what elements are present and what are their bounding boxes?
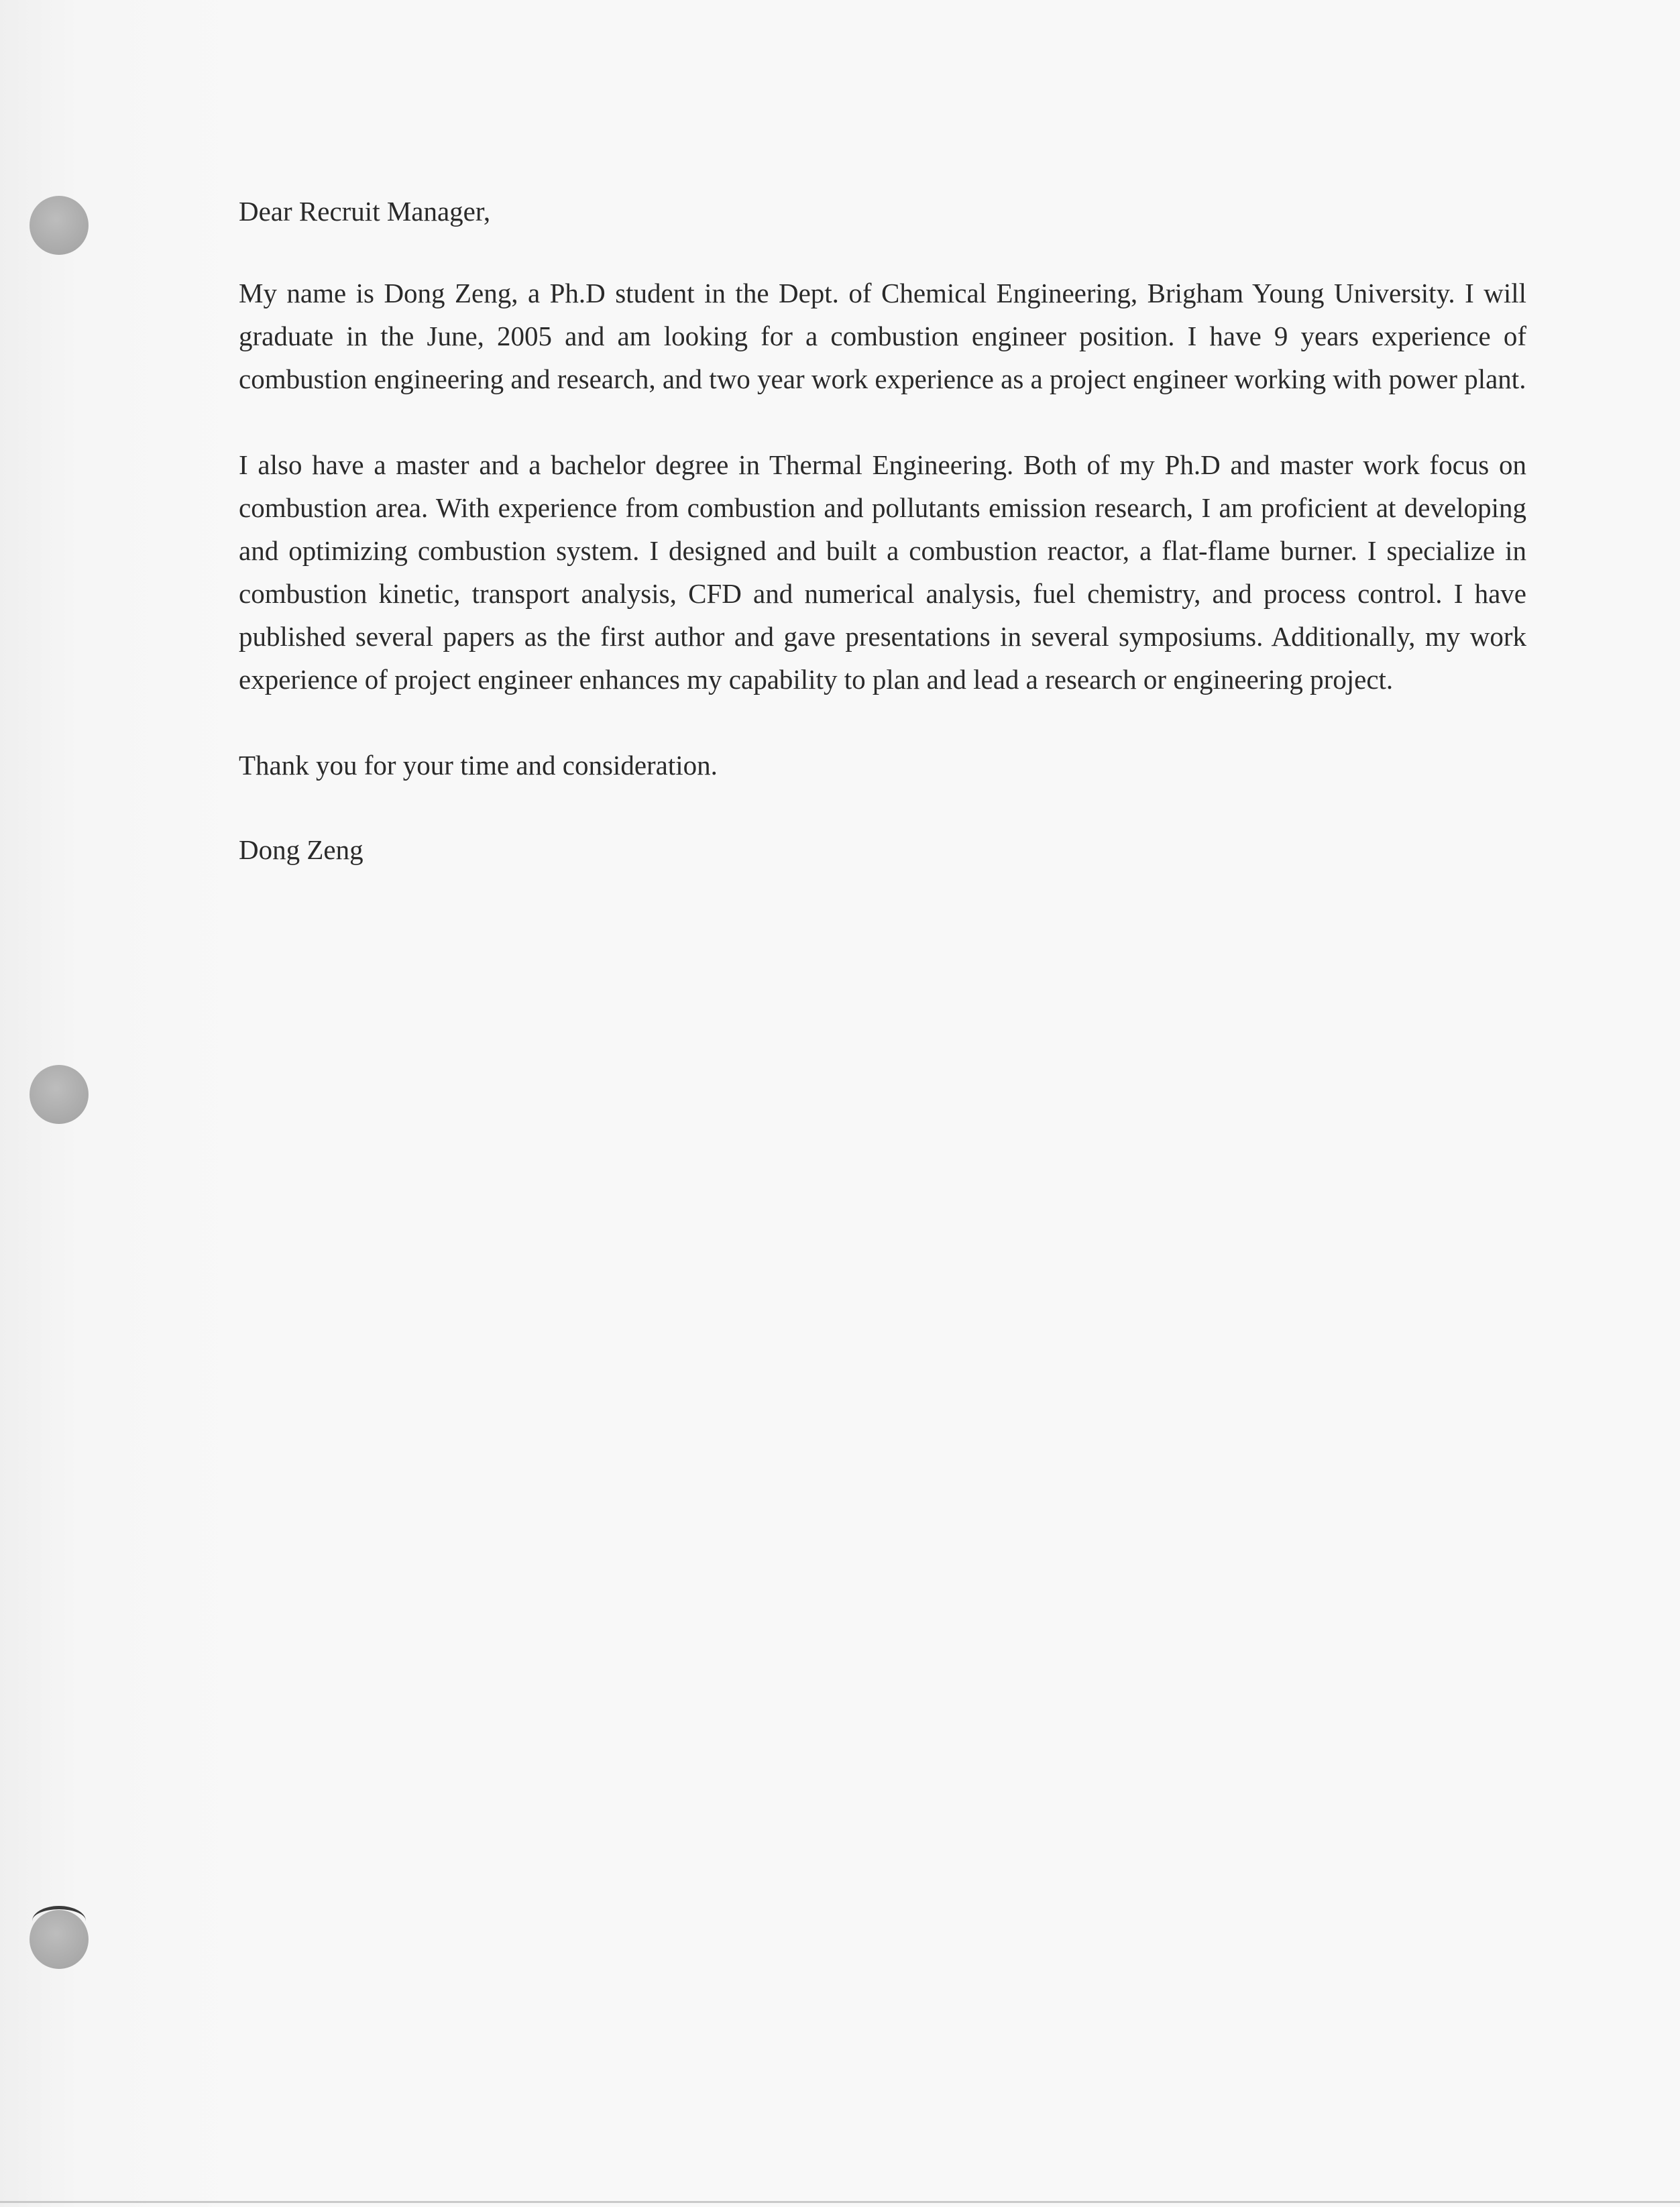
qualifications-paragraph: I also have a master and a bachelor degree in Thermal Engineering. Both of my Ph.D and master work focus on combustion area. With experience from combustion and pollutants emission research, I am proficient at developing and optimizing combustion system. I designed and built a combustion reactor, a flat-flame burner. I specialize in combustion kinetic, transport analysis, CFD and numerical analysis, fuel chemistry, and process control. I have published several papers as the first author and gave presentations in several symposiums. Additionally, my work experience of project engineer enhances my capability to plan and lead a research or engineering project. [239,449,1526,695]
punch-hole-top [30,196,89,255]
closing-line: Thank you for your time and consideration. [239,750,718,781]
page-bottom-edge [0,2201,1680,2203]
intro-paragraph: My name is Dong Zeng, a Ph.D student in the Dept. of Chemical Engineering, Brigham Young University. I will graduate in the June, 2005 and am looking for a combustion engineer position. I have 9 years experience of combustion engineering and research, and two year work experience as a project engineer working with power plant. [239,278,1526,394]
signature-name: Dong Zeng [239,834,363,865]
salutation: Dear Recruit Manager, [239,196,491,227]
punch-hole-middle [30,1065,89,1124]
punch-hole-bottom [30,1910,89,1969]
cover-letter [239,190,1526,871]
